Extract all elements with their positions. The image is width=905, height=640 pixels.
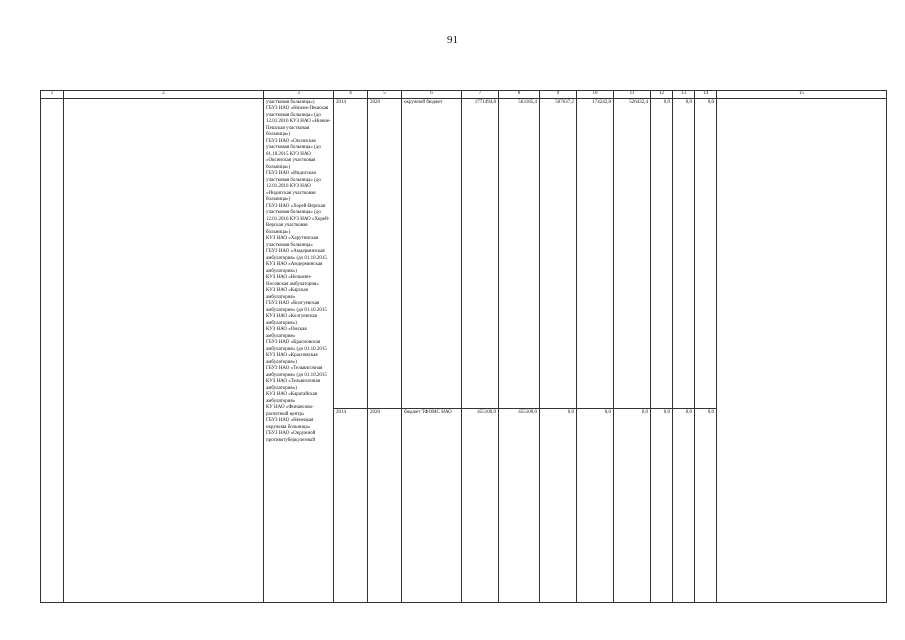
header-cell: 2	[64, 91, 264, 99]
funding-source-cell: окружной бюджет	[402, 98, 462, 408]
program-table	[40, 90, 887, 603]
amount-cell: 0,0	[695, 98, 717, 408]
amount-cell: 563185,4	[499, 98, 540, 408]
amount-cell: 1771494,8	[462, 98, 499, 408]
amount-cell: 526432,4	[614, 98, 651, 408]
header-cell: 1	[41, 91, 64, 99]
amount-cell: 174242,8	[577, 98, 614, 408]
header-cell: 13	[673, 91, 695, 99]
header-cell: 8	[499, 91, 540, 99]
amount-cell: 0,0	[651, 408, 673, 602]
cell-col1	[41, 98, 64, 602]
amount-cell: 455100,0	[499, 408, 540, 602]
end-year-cell: 2020	[368, 98, 402, 408]
amount-cell: 0,0	[540, 408, 577, 602]
amount-cell: 0,0	[651, 98, 673, 408]
institutions-list-cell: участковая больница») ГБУЗ НАО «Нижне-Пешская участковая больница» (до 12.01.2016 КУЗ НАО «Нижне-Пешская участковая больница») ГБУЗ НАО «Оксинская участковая больница» (до 01.10.2015 КУЗ НАО «Оксинская участковая больница») ГБУЗ НАО «Индигская участковая больница» (до 12.01.2016 КУЗ НАО «Индигская участковая больница») ГБУЗ НАО «Хорей-Верская участковая больница» (до 12.01.2016 КУЗ НАО «Хорей-Верская участковая больница») КУЗ НАО «Харутинская участковая больница» ГБУЗ НАО «Амдерминская амбулатория» (до 01.10.2015 КУЗ НАО «Амдерминская амбулатория») КУЗ НАО «Нельмин-Носовская амбулатория» КУЗ НАО «Карская амбулатория» ГБУЗ НАО «Колгуевская амбулатория» (до 01.10.2015 КУЗ НАО «Колгуевская амбулатория») КУЗ НАО «Омская амбулатория» ГБУЗ НАО «Красновская амбулатория» (до 01.10.2015 КУЗ НАО «Красновская амбулатория») ГБУЗ НАО «Тельвисочная амбулатория» (до 01.10.2015 КУЗ НАО «Тельвисочная амбулатория») КУЗ НАО «Каратайская амбулатория» КУ НАО «Финансово-расчетный центр» ГБУЗ НАО «Ненецкая окружная больница» ГБУЗ НАО «Окружной противотуберкулезный	[264, 98, 334, 602]
amount-cell: 455100,0	[462, 408, 499, 602]
amount-cell: 507637,2	[540, 98, 577, 408]
amount-cell: 0,0	[577, 408, 614, 602]
header-cell: 5	[368, 91, 402, 99]
amount-cell: 0,0	[695, 408, 717, 602]
cell-col15	[717, 98, 887, 602]
funding-source-cell: бюджет ТФОМС НАО	[402, 408, 462, 602]
header-cell: 12	[651, 91, 673, 99]
page-number: 91	[447, 34, 458, 46]
header-cell: 6	[402, 91, 462, 99]
start-year-cell: 2014	[334, 408, 368, 602]
end-year-cell: 2020	[368, 408, 402, 602]
header-cell: 11	[614, 91, 651, 99]
amount-cell: 0,0	[673, 408, 695, 602]
header-cell: 14	[695, 91, 717, 99]
header-cell: 10	[577, 91, 614, 99]
start-year-cell: 2014	[334, 98, 368, 408]
header-cell: 3	[264, 91, 334, 99]
amount-cell: 0,0	[673, 98, 695, 408]
header-cell: 15	[717, 91, 887, 99]
amount-cell: 0,0	[614, 408, 651, 602]
header-cell: 4	[334, 91, 368, 99]
table-row	[41, 98, 887, 408]
header-cell: 9	[540, 91, 577, 99]
header-cell: 7	[462, 91, 499, 99]
cell-col2	[64, 98, 264, 602]
header-row	[41, 91, 887, 99]
